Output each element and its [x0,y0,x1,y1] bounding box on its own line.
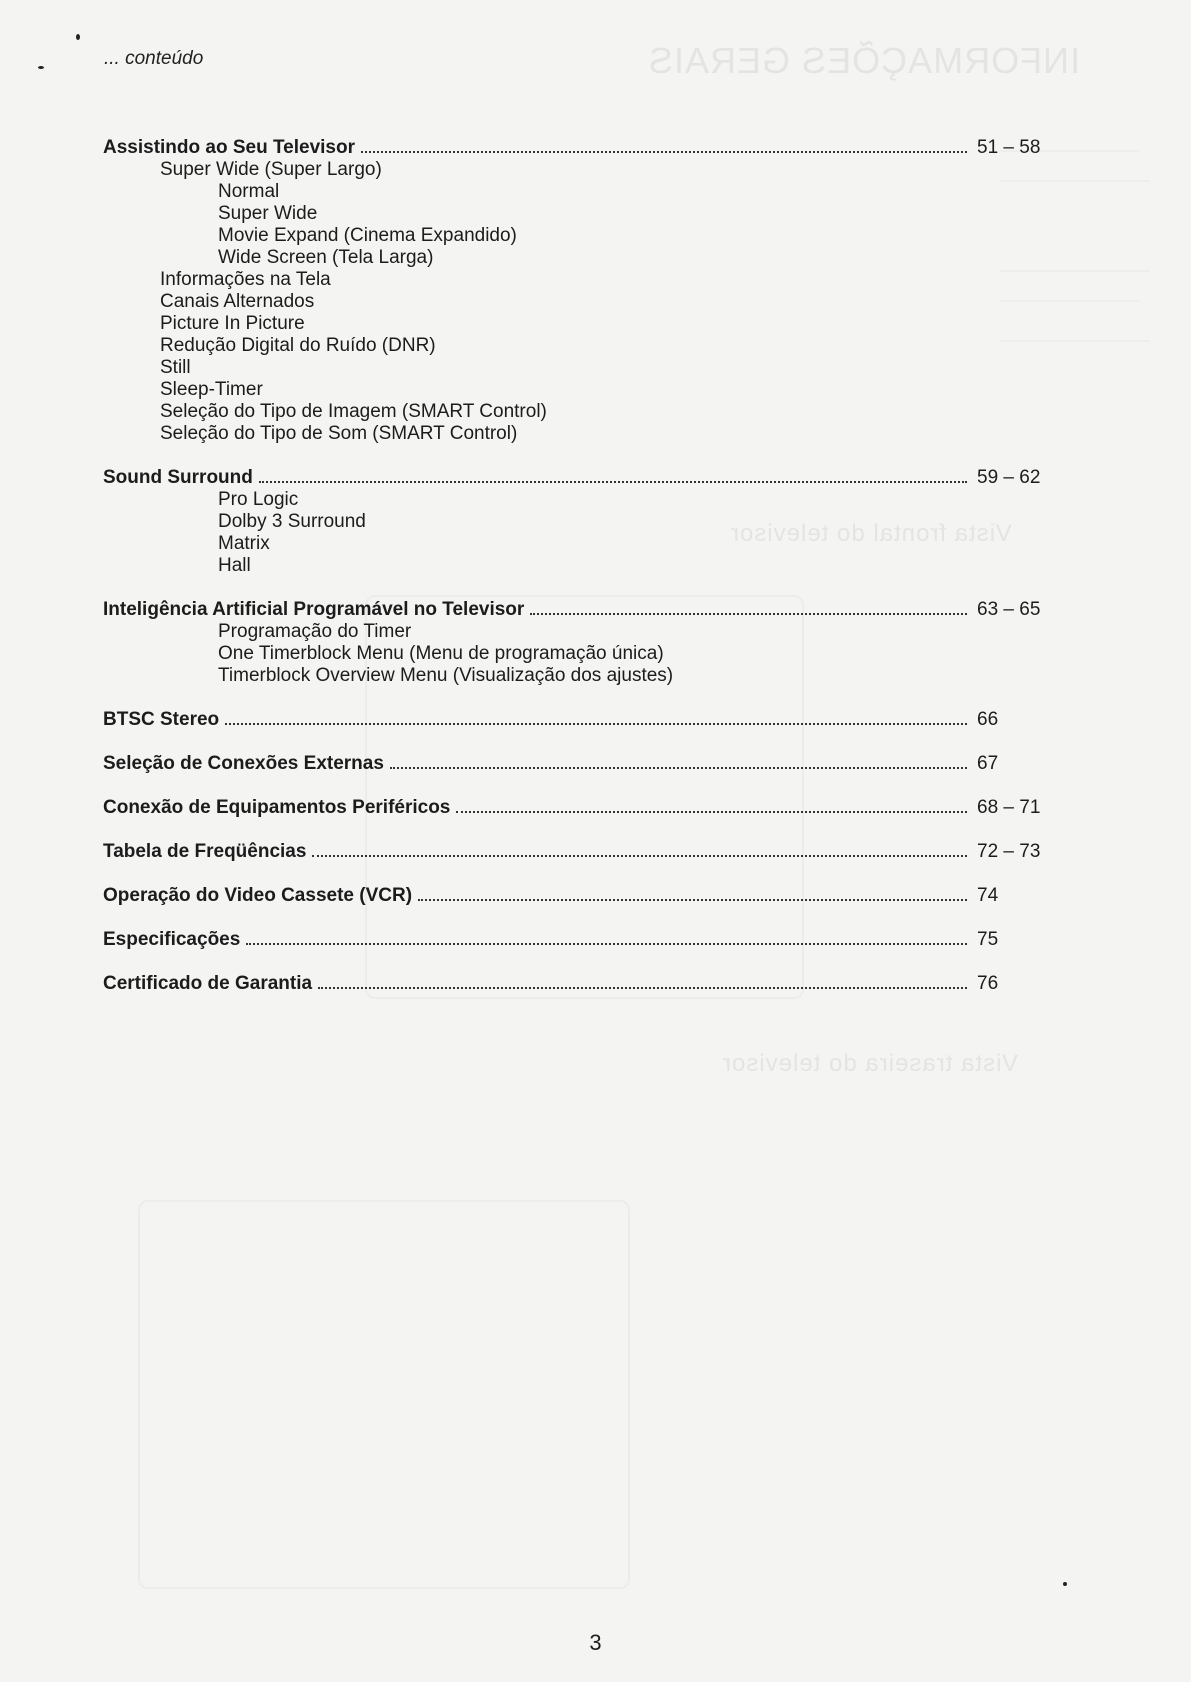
toc-subentry: One Timerblock Menu (Menu de programação única) [218,643,664,664]
scan-speck [1063,1582,1067,1586]
toc-subentry: Dolby 3 Surround [218,511,366,532]
toc-entry [103,973,1051,995]
toc-entry [103,137,1051,445]
toc-entry-title: Certificado de Garantia [103,973,313,994]
toc-entry-title: Seleção de Conexões Externas [103,753,384,774]
dot-leader [456,810,967,813]
toc-subentry: Redução Digital do Ruído (DNR) [160,335,436,356]
toc-subentry: Picture In Picture [160,313,305,334]
toc-subentry: Informações na Tela [160,269,331,290]
toc-entry-row [103,467,1051,489]
toc-entry [103,709,1051,731]
toc-entry-row [103,599,1051,621]
toc-entry-pages: 51 – 58 [977,137,1041,158]
toc-subentry: Seleção do Tipo de Som (SMART Control) [160,423,518,444]
toc-entry-title: Assistindo ao Seu Televisor [103,137,356,158]
dot-leader [530,612,967,615]
toc-entry-title: Inteligência Artificial Programável no Televisor [103,599,525,620]
toc-entry-pages: 74 [977,885,999,906]
toc-entry-row [103,709,1051,731]
show-through-subheading: Vista frontal do televisor [730,520,1012,547]
toc-subentry: Still [160,357,191,378]
toc-subentry: Seleção do Tipo de Imagem (SMART Control) [160,401,547,422]
toc-entry [103,797,1051,819]
toc-entry-pages: 59 – 62 [977,467,1041,488]
toc-subentry: Pro Logic [218,489,299,510]
toc-entry-row [103,797,1051,819]
toc-subentry: Sleep-Timer [160,379,263,400]
dot-leader [318,986,967,989]
toc-subentry: Matrix [218,533,270,554]
scan-speck [38,66,44,69]
toc-entry-pages: 68 – 71 [977,797,1041,818]
scan-speck [76,34,80,40]
table-of-contents [103,137,1051,1017]
toc-subentry: Super Wide [218,203,318,224]
dot-leader [259,480,967,483]
dot-leader [225,722,967,725]
toc-entry-row [103,929,1051,951]
dot-leader [390,766,967,769]
toc-entry-title: Sound Surround [103,467,253,488]
toc-subentry: Movie Expand (Cinema Expandido) [218,225,517,246]
toc-subentry: Normal [218,181,280,202]
toc-subentry: Timerblock Overview Menu (Visualização dos ajustes) [218,665,674,686]
toc-entry-row [103,753,1051,775]
toc-entry-pages: 75 [977,929,999,950]
toc-entry [103,929,1051,951]
toc-entry [103,753,1051,775]
toc-entry [103,467,1051,577]
toc-entry-pages: 72 – 73 [977,841,1041,862]
toc-subentry: Programação do Timer [218,621,412,642]
toc-entry-pages: 63 – 65 [977,599,1041,620]
toc-entry-title: Especificações [103,929,241,950]
toc-subentry: Canais Alternados [160,291,315,312]
toc-entry-pages: 66 [977,709,999,730]
toc-entry-row [103,137,1051,159]
show-through-subheading: Vista traseira do televisor [722,1050,1019,1077]
show-through-tv-outline [138,1200,630,1589]
dot-leader [361,150,967,153]
toc-entry-pages: 76 [977,973,999,994]
dot-leader [246,942,967,945]
toc-entry [103,599,1051,687]
running-head: ... conteúdo [104,48,204,69]
page-number: 3 [589,1630,602,1655]
toc-entry-title: Conexão de Equipamentos Periféricos [103,797,451,818]
toc-entry-pages: 67 [977,753,999,774]
toc-entry [103,841,1051,863]
toc-subentry: Hall [218,555,251,576]
dot-leader [418,898,967,901]
toc-entry-title: Tabela de Freqüências [103,841,307,862]
toc-subentry: Wide Screen (Tela Larga) [218,247,434,268]
toc-entry-row [103,885,1051,907]
toc-entry [103,885,1051,907]
toc-entry-title: Operação do Video Cassete (VCR) [103,885,413,906]
toc-entry-title: BTSC Stereo [103,709,220,730]
toc-entry-row [103,973,1051,995]
show-through-heading: INFORMAÇÕES GERAIS [648,40,1081,81]
dot-leader [312,854,967,857]
toc-subentry: Super Wide (Super Largo) [160,159,382,180]
toc-entry-row [103,841,1051,863]
